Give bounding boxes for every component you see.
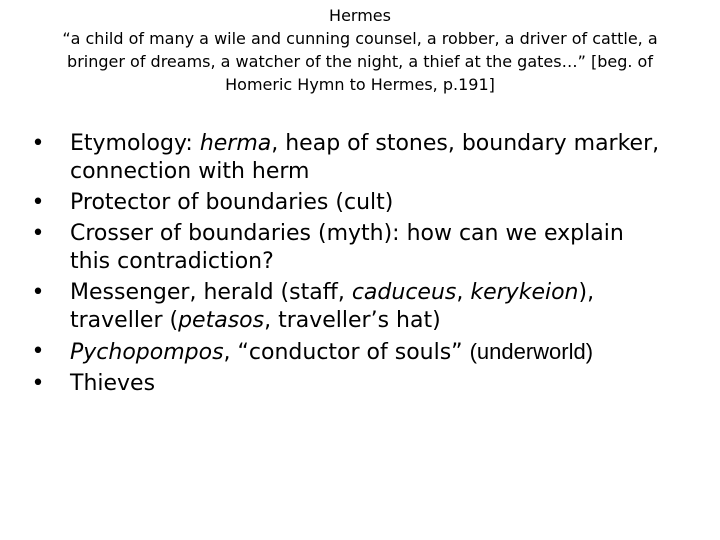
quote-line-1: “a child of many a wile and cunning counsel, a robber, a driver of cattle, a [62, 29, 658, 48]
bullet-line: this contradiction? [70, 249, 274, 274]
quote-line-3: Homeric Hymn to Hermes, p.191] [225, 75, 495, 94]
bullet-italic-term: caduceus [351, 280, 457, 305]
bullet-etymology [28, 130, 698, 186]
bullet-italic-term: petasos [178, 308, 265, 333]
slide-header [40, 4, 680, 96]
bullet-list [28, 130, 698, 401]
bullet-messenger [28, 279, 698, 335]
bullet-italic-term: kerykeion [470, 280, 579, 305]
bullet-line [70, 338, 698, 367]
bullet-line: Protector of boundaries (cult) [70, 190, 394, 215]
bullet-marker: • [31, 339, 45, 364]
bullet-text: Etymology: [70, 131, 200, 156]
bullet-line: connection with herm [70, 159, 310, 184]
bullet-line [70, 279, 698, 307]
bullet-text: , [456, 280, 471, 305]
bullet-text: ), [578, 280, 595, 305]
bullet-italic-term: Pychopompos [70, 340, 224, 365]
bullet-marker: • [31, 190, 45, 215]
bullet-marker: • [31, 131, 45, 156]
bullet-text: Messenger, herald (staff, [70, 280, 352, 305]
quote-line-2: bringer of dreams, a watcher of the night, a thief at the gates…” [beg. of [67, 52, 653, 71]
bullet-marker: • [31, 280, 45, 305]
bullet-marker: • [31, 221, 45, 246]
slide-title: Hermes [329, 6, 391, 25]
bullet-text: , heap of stones, boundary marker, [271, 131, 660, 156]
bullet-psychopompos [28, 338, 698, 367]
bullet-marker: • [31, 371, 45, 396]
bullet-protector [28, 189, 698, 217]
bullet-text: (underworld) [469, 339, 594, 364]
bullet-line [70, 307, 698, 335]
bullet-crosser [28, 220, 698, 276]
bullet-thieves [28, 370, 698, 398]
bullet-text: , traveller’s hat) [264, 308, 441, 333]
bullet-text: traveller ( [70, 308, 179, 333]
bullet-text: , “conductor of souls” [223, 340, 470, 365]
bullet-line [70, 130, 698, 158]
bullet-italic-term: herma [199, 131, 272, 156]
bullet-line: Crosser of boundaries (myth): how can we explain [70, 221, 624, 246]
bullet-line: Thieves [70, 371, 156, 396]
